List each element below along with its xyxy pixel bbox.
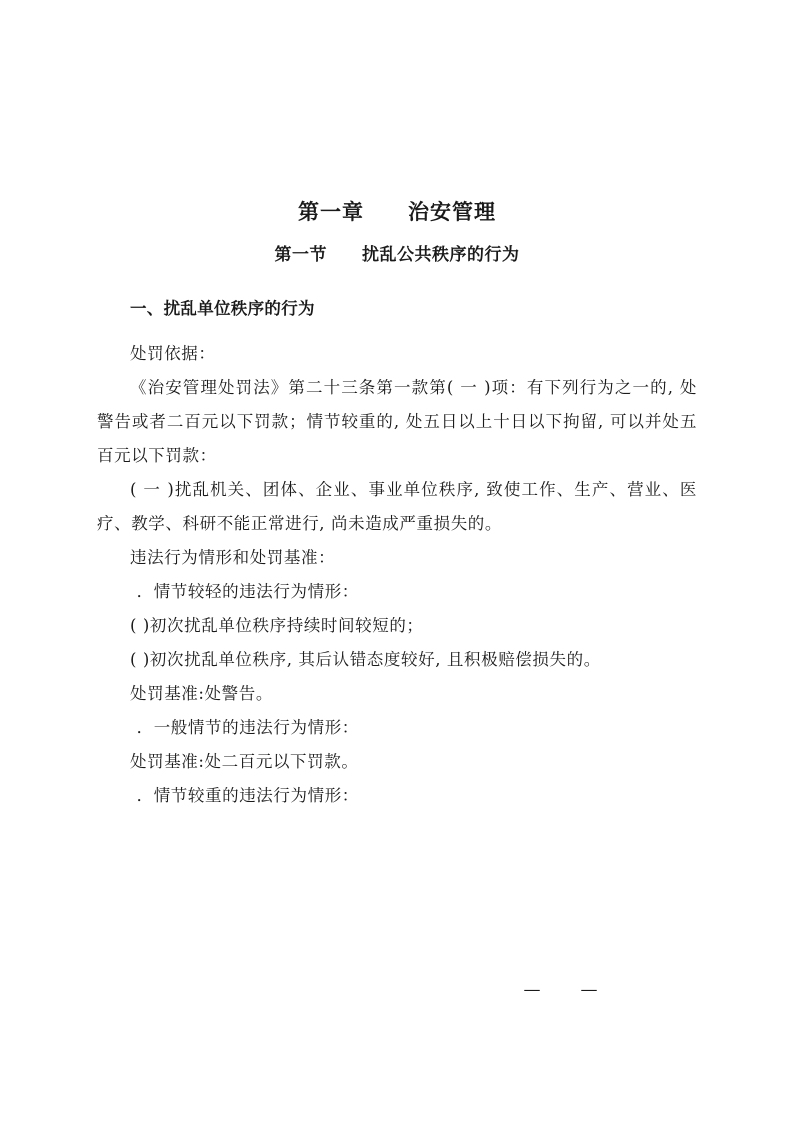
heading-level-1: 一、扰乱单位秩序的行为 [130, 299, 315, 318]
paragraph: 处罚依据： [130, 344, 216, 363]
document-content [97, 196, 697, 815]
paragraph: ．情节较轻的违法行为情形： [136, 582, 359, 601]
paragraph: 《治安管理处罚法》第二十三条第一款第( 一 )项：有下列行为之一的, 处警告或者二百元以下罚款；情节较重的, 处五日以上十日以下拘留, 可以并处五百元以下罚款： [97, 378, 697, 465]
paragraph: ( 一 )扰乱机关、团体、企业、事业单位秩序, 致使工作、生产、营业、医疗、教学、科研不能正常进行, 尚未造成严重损失的。 [97, 480, 697, 533]
section-title: 第一节 扰乱公共秩序的行为 [274, 245, 520, 265]
chapter-title: 第一章 治安管理 [298, 199, 496, 224]
page-number: — — [523, 980, 600, 1000]
paragraph: ( )初次扰乱单位秩序, 其后认错态度较好, 且积极赔偿损失的。 [130, 650, 601, 669]
paragraph-group [97, 337, 697, 813]
paragraph: ．情节较重的违法行为情形： [136, 786, 359, 805]
paragraph: 处罚基准:处二百元以下罚款。 [130, 752, 359, 771]
page-footer [0, 975, 793, 1000]
paragraph: 违法行为情形和处罚基准： [130, 548, 336, 567]
paragraph: ( )初次扰乱单位秩序持续时间较短的； [130, 616, 424, 635]
paragraph: 处罚基准:处警告。 [130, 684, 273, 703]
paragraph: ．一般情节的违法行为情形： [136, 718, 359, 737]
